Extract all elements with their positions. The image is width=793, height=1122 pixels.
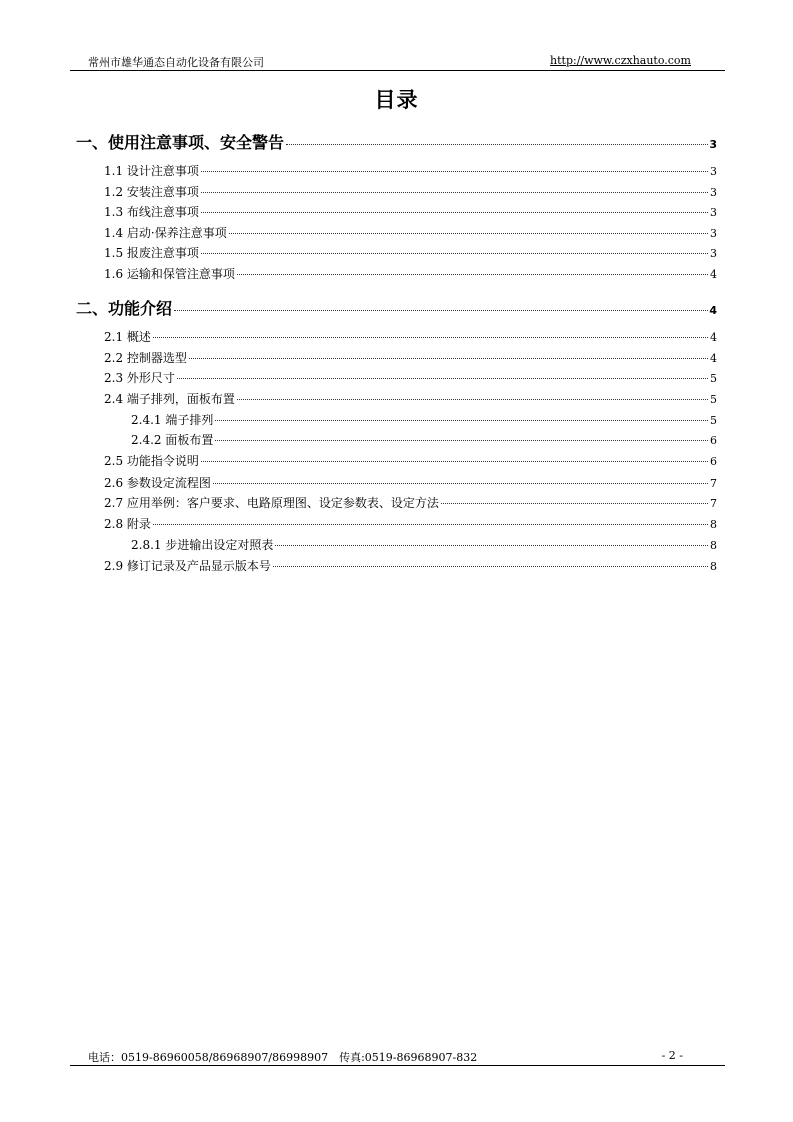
toc-entry-2-1[interactable] (104, 328, 717, 345)
dot-leader (441, 503, 708, 504)
toc-entry-section-2[interactable] (76, 296, 717, 319)
toc-entry-label: 一、使用注意事项、安全警告 (76, 133, 285, 152)
toc-entry-2-4-2[interactable] (131, 431, 717, 448)
dot-leader (174, 310, 708, 311)
toc-entry-2-8[interactable] (104, 515, 717, 532)
toc-page-number: 6 (710, 455, 717, 468)
toc-entry-1-3[interactable] (104, 203, 717, 220)
toc-entry-label: 2.9 修订记录及产品显示版本号 (104, 559, 271, 573)
toc-entry-label: 1.5 报废注意事项 (104, 246, 199, 260)
toc-page-number: 5 (710, 393, 717, 406)
website-link[interactable]: http://www.czxhauto.com (550, 54, 691, 67)
toc-page-number: 5 (710, 372, 717, 385)
toc-entry-2-5[interactable] (104, 452, 717, 469)
toc-page-number: 4 (710, 352, 717, 365)
dot-leader (189, 358, 708, 359)
toc-page-number: 8 (710, 560, 717, 573)
toc-entry-label: 2.6 参数设定流程图 (104, 476, 211, 490)
toc-entry-2-6[interactable] (104, 474, 717, 491)
toc-entry-2-4[interactable] (104, 390, 717, 407)
toc-page-number: 3 (710, 186, 717, 199)
toc-entry-2-3[interactable] (104, 369, 717, 386)
toc-page-number: 3 (710, 206, 717, 219)
toc-page-number: 5 (710, 414, 717, 427)
toc-page-number: 6 (710, 434, 717, 447)
dot-leader (201, 212, 708, 213)
toc-entry-label: 1.3 布线注意事项 (104, 205, 199, 219)
toc-entry-label: 1.2 安装注意事项 (104, 185, 199, 199)
dot-leader (213, 483, 708, 484)
toc-entry-label: 2.1 概述 (104, 330, 151, 344)
toc-entry-2-8-1[interactable] (131, 536, 717, 553)
dot-leader (215, 420, 708, 421)
toc-entry-label: 1.6 运输和保管注意事项 (104, 267, 235, 281)
dot-leader (153, 337, 708, 338)
toc-entry-2-4-1[interactable] (131, 411, 717, 428)
toc-entry-label: 2.4.1 端子排列 (131, 413, 214, 427)
dot-leader (215, 440, 708, 441)
toc-page-number: 3 (710, 165, 717, 178)
toc-entry-1-2[interactable] (104, 183, 717, 200)
toc-page-number: 4 (710, 331, 717, 344)
dot-leader (275, 545, 708, 546)
toc-page-number: 7 (710, 477, 717, 490)
dot-leader (229, 233, 708, 234)
toc-entry-label: 2.4.2 面板布置 (131, 433, 214, 447)
toc-entry-2-7[interactable] (104, 494, 717, 511)
dot-leader (201, 253, 708, 254)
toc-entry-label: 2.5 功能指令说明 (104, 454, 199, 468)
toc-entry-label: 2.2 控制器选型 (104, 351, 187, 365)
dot-leader (201, 461, 708, 462)
toc-entry-label: 二、功能介绍 (76, 299, 173, 318)
toc-page-number: 3 (709, 138, 717, 151)
toc-entry-1-4[interactable] (104, 224, 717, 241)
toc-page-number: 3 (710, 247, 717, 260)
toc-entry-label: 1.4 启动·保养注意事项 (104, 226, 227, 240)
toc-entry-2-9[interactable] (104, 557, 717, 574)
toc-entry-label: 2.4 端子排列，面板布置 (104, 392, 235, 406)
company-name: 常州市雄华通态自动化设备有限公司 (88, 56, 264, 69)
toc-page-number: 4 (709, 304, 717, 317)
toc-page-number: 7 (710, 497, 717, 510)
toc-entry-label: 2.3 外形尺寸 (104, 371, 175, 385)
dot-leader (237, 274, 708, 275)
dot-leader (177, 378, 708, 379)
toc-page-number: 8 (710, 518, 717, 531)
page-footer (70, 1049, 725, 1066)
toc-entry-label: 2.7 应用举例：客户要求、电路原理图、设定参数表、设定方法 (104, 496, 439, 510)
page-number: - 2 - (661, 1049, 683, 1062)
dot-leader (201, 171, 708, 172)
toc-entry-2-2[interactable] (104, 349, 717, 366)
dot-leader (286, 144, 708, 145)
page-title: 目录 (374, 88, 419, 112)
toc-entry-1-6[interactable] (104, 265, 717, 282)
toc-page-number: 4 (710, 268, 717, 281)
toc-entry-label: 2.8.1 步进输出设定对照表 (131, 538, 274, 552)
dot-leader (273, 566, 708, 567)
toc-entry-label: 1.1 设计注意事项 (104, 164, 199, 178)
toc-entry-label: 2.8 附录 (104, 517, 151, 531)
dot-leader (201, 192, 708, 193)
dot-leader (153, 524, 708, 525)
toc-entry-section-1[interactable] (76, 130, 717, 153)
toc-page-number: 8 (710, 539, 717, 552)
toc-entry-1-5[interactable] (104, 244, 717, 261)
toc-entry-1-1[interactable] (104, 162, 717, 179)
toc-page-number: 3 (710, 227, 717, 240)
contact-info: 电话：0519-86960058/86968907/86998907 传真:0519-86968907-832 (88, 1051, 478, 1064)
dot-leader (237, 399, 708, 400)
